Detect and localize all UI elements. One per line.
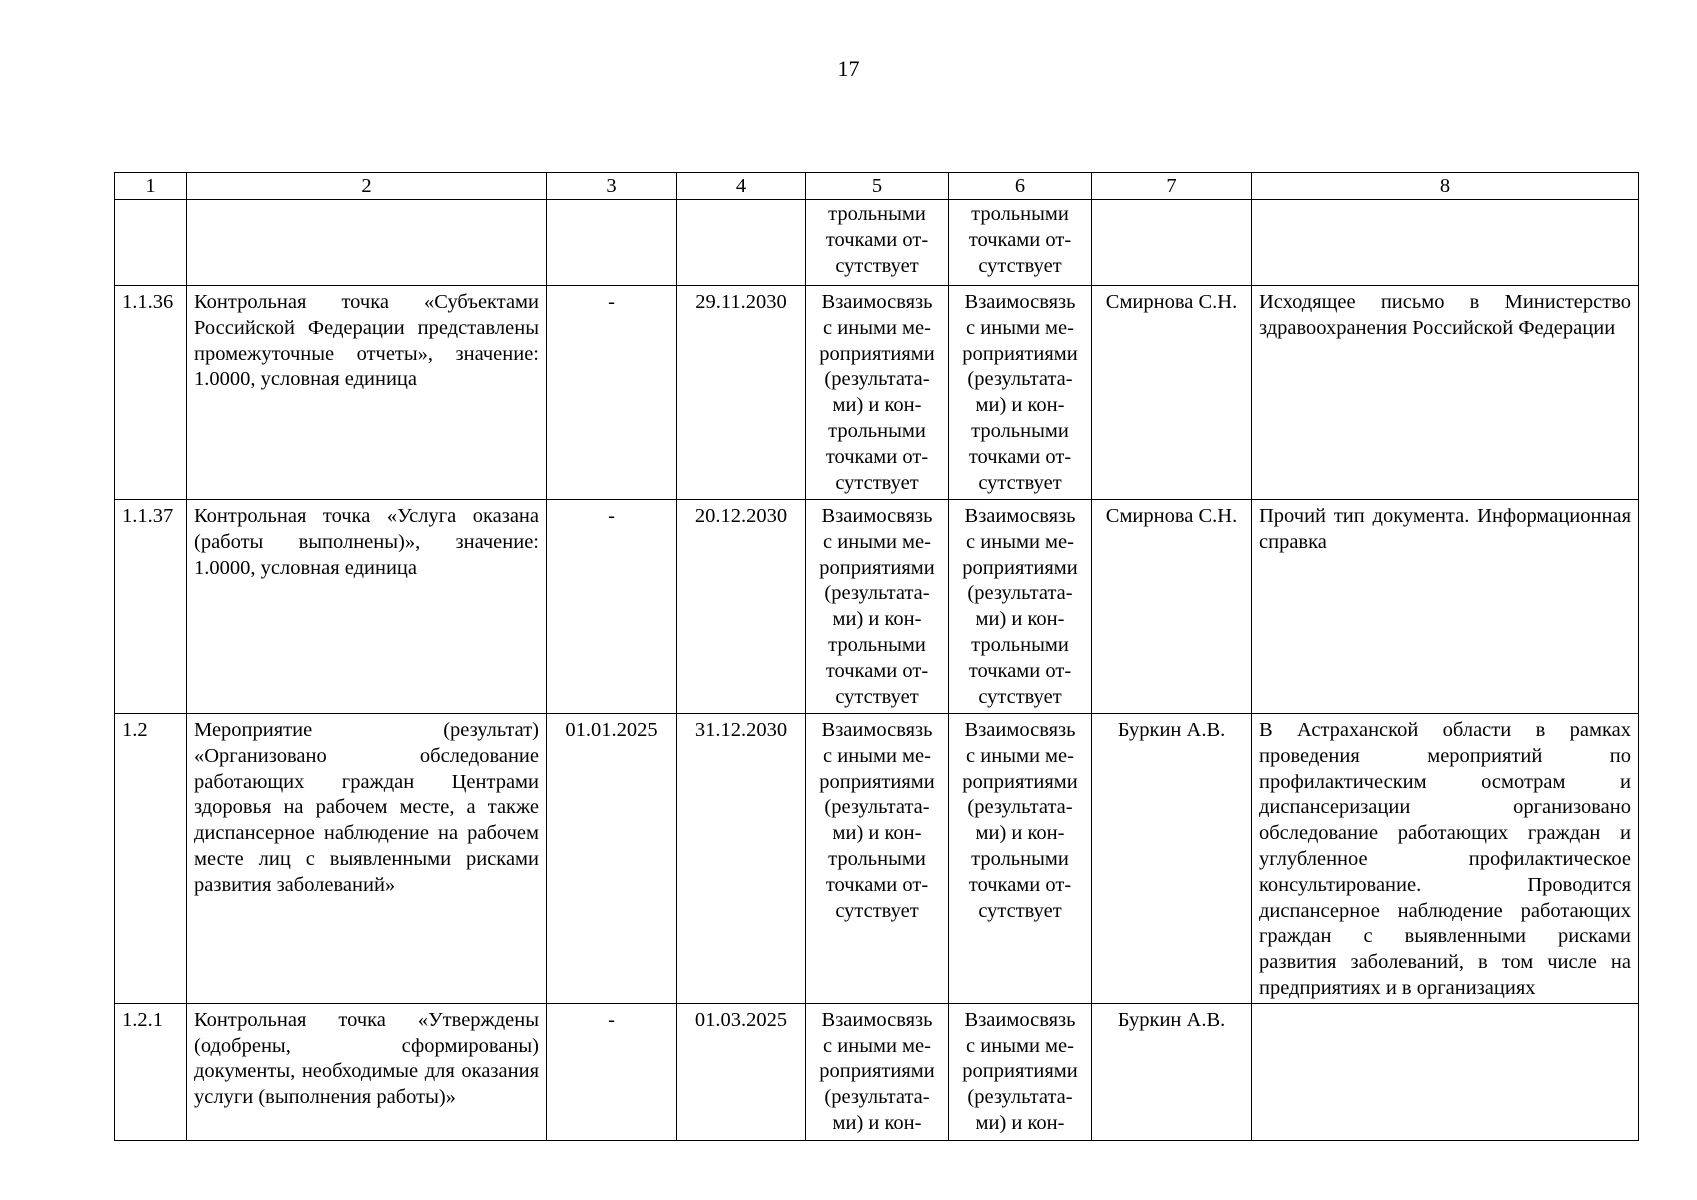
table-row [115, 714, 1639, 1004]
row-successor-link: трольными точками от- сутствует [949, 200, 1092, 286]
row-responsible: Буркин А.В. [1092, 714, 1252, 1004]
row-responsible: Смирнова С.Н. [1092, 500, 1252, 714]
column-number-row [115, 173, 1639, 200]
row-successor-link: Взаимосвязь с иными ме- роприятиями (результата- ми) и кон- трольными точками от- сутствует [949, 714, 1092, 1004]
row-end-date [677, 200, 806, 286]
row-result: В Астраханской области в рамках проведения мероприятий по профилактическим осмотрам и диспансеризации организовано обследование работающих граждан и углубленное профилактическое консультирование. Проводится диспансерное наблюдение работающих граждан с выявленными рисками развития заболеваний, в том числе на предприятиях и в организациях [1252, 714, 1639, 1004]
table-row [115, 500, 1639, 714]
column-header: 1 [115, 173, 187, 200]
row-description: Мероприятие (результат) «Организовано обследование работающих граждан Центрами здоровья на рабочем месте, а также диспансерное наблюдение на рабочем месте лиц с выявленными рисками развития заболеваний» [187, 714, 547, 1004]
row-description: Контрольная точка «Утверждены (одобрены, сформированы) документы, необходимые для оказания услуги (выполнения работы)» [187, 1003, 547, 1140]
row-responsible [1092, 200, 1252, 286]
row-successor-link: Взаимосвязь с иными ме- роприятиями (результата- ми) и кон- [949, 1003, 1092, 1140]
page-number: 17 [837, 56, 860, 81]
column-header: 2 [187, 173, 547, 200]
row-end-date: 31.12.2030 [677, 714, 806, 1004]
row-start-date: 01.01.2025 [547, 714, 677, 1004]
row-result: Прочий тип документа. Информационная справка [1252, 500, 1639, 714]
row-predecessor-link: Взаимосвязь с иными ме- роприятиями (результата- ми) и кон- трольными точками от- сутствует [806, 714, 949, 1004]
row-start-date: - [547, 500, 677, 714]
row-end-date: 20.12.2030 [677, 500, 806, 714]
row-result [1252, 1003, 1639, 1140]
row-number: 1.1.37 [115, 500, 187, 714]
row-end-date: 29.11.2030 [677, 286, 806, 500]
row-predecessor-link: трольными точками от- сутствует [806, 200, 949, 286]
row-predecessor-link: Взаимосвязь с иными ме- роприятиями (результата- ми) и кон- [806, 1003, 949, 1140]
column-header: 5 [806, 173, 949, 200]
row-start-date: - [547, 1003, 677, 1140]
row-result [1252, 200, 1639, 286]
row-predecessor-link: Взаимосвязь с иными ме- роприятиями (результата- ми) и кон- трольными точками от- сутствует [806, 500, 949, 714]
row-description [187, 200, 547, 286]
row-end-date: 01.03.2025 [677, 1003, 806, 1140]
table-row [115, 1003, 1639, 1140]
row-successor-link: Взаимосвязь с иными ме- роприятиями (результата- ми) и кон- трольными точками от- сутствует [949, 286, 1092, 500]
column-header: 6 [949, 173, 1092, 200]
table-row [115, 200, 1639, 286]
row-result: Исходящее письмо в Министерство здравоохранения Российской Федерации [1252, 286, 1639, 500]
row-responsible: Смирнова С.Н. [1092, 286, 1252, 500]
column-header: 3 [547, 173, 677, 200]
row-start-date: - [547, 286, 677, 500]
row-number [115, 200, 187, 286]
row-description: Контрольная точка «Услуга оказана (работы выполнены)», значение: 1.0000, условная единица [187, 500, 547, 714]
column-header: 4 [677, 173, 806, 200]
row-number: 1.2 [115, 714, 187, 1004]
activities-table [114, 172, 1639, 1141]
row-description: Контрольная точка «Субъектами Российской Федерации представлены промежуточные отчеты», значение: 1.0000, условная единица [187, 286, 547, 500]
row-predecessor-link: Взаимосвязь с иными ме- роприятиями (результата- ми) и кон- трольными точками от- сутствует [806, 286, 949, 500]
column-header: 8 [1252, 173, 1639, 200]
row-number: 1.2.1 [115, 1003, 187, 1140]
row-start-date [547, 200, 677, 286]
row-number: 1.1.36 [115, 286, 187, 500]
row-successor-link: Взаимосвязь с иными ме- роприятиями (результата- ми) и кон- трольными точками от- сутствует [949, 500, 1092, 714]
row-responsible: Буркин А.В. [1092, 1003, 1252, 1140]
table-row [115, 286, 1639, 500]
column-header: 7 [1092, 173, 1252, 200]
